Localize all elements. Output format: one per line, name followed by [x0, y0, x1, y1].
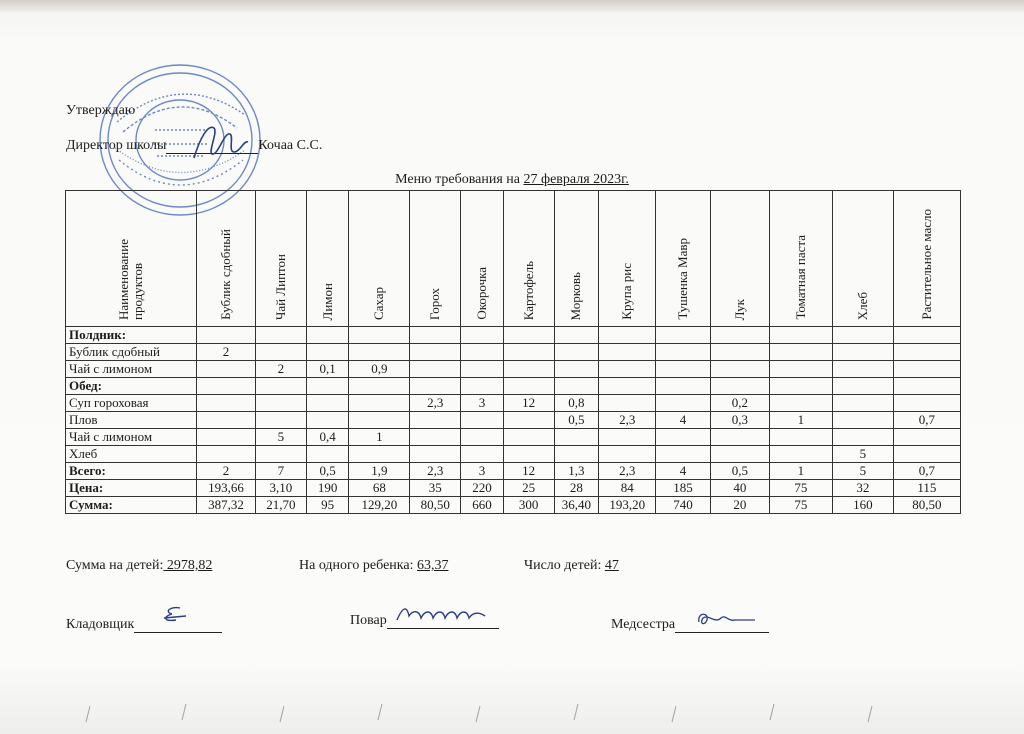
table-cell: 0,3: [710, 412, 769, 429]
table-cell: 160: [832, 497, 893, 514]
table-cell: [710, 429, 769, 446]
table-cell: 7: [255, 463, 306, 480]
table-row: [66, 463, 961, 480]
column-header: Бублик сдобный: [197, 191, 256, 327]
document-title: [0, 172, 1024, 188]
table-cell: [599, 344, 656, 361]
column-header: Тушенка Мавр: [656, 191, 711, 327]
table-cell: 193,20: [599, 497, 656, 514]
table-cell: 5: [255, 429, 306, 446]
table-cell: [599, 361, 656, 378]
table-cell: 1,3: [554, 463, 599, 480]
table-cell: [832, 395, 893, 412]
nurse-signature: [693, 608, 763, 630]
page-top-edge: [0, 0, 1024, 14]
table-row: [66, 497, 961, 514]
cook-signature: [393, 602, 493, 626]
bottom-edge-marks: [70, 698, 950, 728]
table-row: [66, 327, 961, 344]
nurse-signature-block: [611, 617, 769, 633]
row-name-cell: Плов: [66, 412, 197, 429]
table-cell: [255, 412, 306, 429]
table-cell: [656, 327, 711, 344]
row-name-cell: Суп гороховая: [66, 395, 197, 412]
row-name-cell: Чай с лимоном: [66, 429, 197, 446]
row-name-cell: Чай с лимоном: [66, 361, 197, 378]
cook-signature-block: [350, 613, 499, 629]
table-cell: [656, 429, 711, 446]
table-cell: 5: [832, 463, 893, 480]
table-cell: [255, 395, 306, 412]
table-row: [66, 361, 961, 378]
table-cell: 740: [656, 497, 711, 514]
table-cell: 75: [769, 480, 832, 497]
table-cell: 115: [893, 480, 960, 497]
table-row: [66, 412, 961, 429]
table-cell: 660: [461, 497, 504, 514]
menu-requirements-table: [65, 190, 961, 514]
header-name-text: Наименование продуктов: [116, 239, 146, 320]
table-cell: 185: [656, 480, 711, 497]
row-name-cell: Полдник:: [66, 327, 197, 344]
row-name-cell: Цена:: [66, 480, 197, 497]
children-count-value: 47: [604, 558, 619, 573]
row-name-cell: Хлеб: [66, 446, 197, 463]
column-header: Лимон: [306, 191, 349, 327]
storekeeper-signature-line: [134, 618, 222, 633]
table-cell: 1: [769, 412, 832, 429]
table-cell: [306, 412, 349, 429]
director-signature: [186, 118, 256, 168]
table-cell: [710, 361, 769, 378]
table-row: [66, 480, 961, 497]
table-cell: 3: [461, 463, 504, 480]
column-header: Чай Липтон: [255, 191, 306, 327]
approve-label: Утверждаю: [66, 103, 136, 118]
table-cell: 80,50: [893, 497, 960, 514]
table-cell: [893, 327, 960, 344]
table-cell: [832, 412, 893, 429]
header-name-cell: [66, 191, 197, 327]
cook-label: Повар: [350, 613, 387, 628]
table-cell: 0,8: [554, 395, 599, 412]
table-cell: [255, 344, 306, 361]
table-cell: 387,32: [197, 497, 256, 514]
table-cell: 0,7: [893, 463, 960, 480]
table-cell: [349, 395, 410, 412]
table-cell: 32: [832, 480, 893, 497]
table-cell: 2: [255, 361, 306, 378]
table-cell: [599, 327, 656, 344]
row-name-cell: Обед:: [66, 378, 197, 395]
children-count: [524, 558, 619, 574]
table-row: [66, 446, 961, 463]
table-cell: [710, 344, 769, 361]
table-cell: [832, 344, 893, 361]
table-cell: [461, 429, 504, 446]
table-cell: 75: [769, 497, 832, 514]
table-cell: [769, 344, 832, 361]
table-cell: [769, 361, 832, 378]
sum-label: Сумма на детей:: [66, 558, 164, 573]
table-cell: [197, 361, 256, 378]
director-name: Кочаа С.С.: [258, 138, 323, 153]
table-cell: 0,2: [710, 395, 769, 412]
table-cell: [710, 327, 769, 344]
table-cell: 84: [599, 480, 656, 497]
table-cell: [554, 344, 599, 361]
table-cell: 28: [554, 480, 599, 497]
table-cell: [832, 327, 893, 344]
table-cell: 40: [710, 480, 769, 497]
table-cell: [554, 429, 599, 446]
table-cell: [461, 378, 504, 395]
storekeeper-label: Кладовщик: [66, 617, 135, 632]
table-cell: [503, 429, 554, 446]
table-cell: [769, 395, 832, 412]
table-cell: 5: [832, 446, 893, 463]
table-cell: [306, 344, 349, 361]
table-header-row: [66, 191, 961, 327]
table-cell: 2,3: [410, 463, 461, 480]
table-cell: [410, 361, 461, 378]
table-cell: [599, 378, 656, 395]
table-cell: [197, 412, 256, 429]
table-cell: 1: [769, 463, 832, 480]
table-cell: 190: [306, 480, 349, 497]
table-cell: [503, 327, 554, 344]
table-row: [66, 429, 961, 446]
table-cell: [306, 395, 349, 412]
table-cell: 0,7: [893, 412, 960, 429]
table-cell: [306, 327, 349, 344]
table-cell: 129,20: [349, 497, 410, 514]
table-cell: [461, 361, 504, 378]
sum-for-children: [66, 558, 212, 574]
table-cell: [197, 446, 256, 463]
table-cell: [554, 361, 599, 378]
director-label: Директор школы: [66, 138, 167, 153]
table-cell: [349, 344, 410, 361]
table-cell: [255, 446, 306, 463]
table-cell: [656, 446, 711, 463]
table-cell: [893, 395, 960, 412]
table-cell: [554, 446, 599, 463]
table-row: [66, 378, 961, 395]
table-cell: [769, 429, 832, 446]
table-cell: 68: [349, 480, 410, 497]
table-cell: [197, 395, 256, 412]
table-cell: [306, 378, 349, 395]
row-name-cell: Сумма:: [66, 497, 197, 514]
column-header: Горох: [410, 191, 461, 327]
title-date: 27 февраля 2023г.: [523, 172, 629, 187]
table-cell: 0,5: [306, 463, 349, 480]
table-cell: 21,70: [255, 497, 306, 514]
table-cell: 0,4: [306, 429, 349, 446]
table-cell: [461, 446, 504, 463]
column-header: Окорочка: [461, 191, 504, 327]
nurse-signature-line: [675, 618, 769, 633]
table-cell: [893, 361, 960, 378]
table-cell: [503, 378, 554, 395]
table-cell: [656, 344, 711, 361]
table-cell: 4: [656, 412, 711, 429]
table-body: [66, 327, 961, 514]
table-cell: [255, 327, 306, 344]
table-cell: [503, 361, 554, 378]
column-header: Морковь: [554, 191, 599, 327]
table-cell: [769, 446, 832, 463]
table-cell: 0,9: [349, 361, 410, 378]
table-cell: [710, 446, 769, 463]
table-cell: [410, 344, 461, 361]
table-cell: [197, 327, 256, 344]
table-cell: [410, 429, 461, 446]
table-cell: [349, 327, 410, 344]
children-count-label: Число детей:: [524, 558, 605, 573]
table-cell: 36,40: [554, 497, 599, 514]
table-cell: [410, 327, 461, 344]
table-cell: [656, 361, 711, 378]
table-cell: [410, 446, 461, 463]
table-row: [66, 344, 961, 361]
table-cell: [599, 429, 656, 446]
table-cell: [893, 446, 960, 463]
column-header: Сахар: [349, 191, 410, 327]
column-header: Лук: [710, 191, 769, 327]
table-cell: 300: [503, 497, 554, 514]
column-header: Растительное масло: [893, 191, 960, 327]
storekeeper-signature: [152, 604, 192, 626]
table-cell: 1,9: [349, 463, 410, 480]
table-row: [66, 395, 961, 412]
table-cell: [554, 378, 599, 395]
table-cell: [893, 429, 960, 446]
table-cell: [349, 412, 410, 429]
sum-value: 2978,82: [163, 558, 213, 573]
table-cell: 80,50: [410, 497, 461, 514]
table-cell: [197, 429, 256, 446]
table-cell: 193,66: [197, 480, 256, 497]
title-prefix: Меню требования на: [395, 172, 524, 187]
table-cell: [461, 327, 504, 344]
column-header: Томатная паста: [769, 191, 832, 327]
per-child-value: 63,37: [416, 558, 449, 573]
table-cell: [349, 446, 410, 463]
table-cell: 95: [306, 497, 349, 514]
nurse-label: Медсестра: [611, 617, 676, 632]
table-cell: [893, 378, 960, 395]
table-cell: [255, 378, 306, 395]
table-cell: [832, 361, 893, 378]
column-header: Хлеб: [832, 191, 893, 327]
table-cell: 3,10: [255, 480, 306, 497]
table-cell: 3: [461, 395, 504, 412]
row-name-cell: Бублик сдобный: [66, 344, 197, 361]
table-cell: [306, 446, 349, 463]
cook-signature-line: [387, 614, 499, 629]
table-cell: [656, 378, 711, 395]
table-cell: [599, 395, 656, 412]
table-cell: 4: [656, 463, 711, 480]
table-cell: [832, 429, 893, 446]
table-cell: [461, 344, 504, 361]
table-cell: [832, 378, 893, 395]
table-cell: [461, 412, 504, 429]
table-cell: 2,3: [599, 463, 656, 480]
table-cell: [197, 378, 256, 395]
table-cell: 220: [461, 480, 504, 497]
table-cell: [769, 378, 832, 395]
table-cell: [893, 344, 960, 361]
table-cell: [410, 412, 461, 429]
table-cell: 2: [197, 344, 256, 361]
storekeeper-signature-block: [66, 617, 222, 633]
table-cell: [410, 378, 461, 395]
table-cell: [769, 327, 832, 344]
table-cell: [554, 327, 599, 344]
per-child: [299, 558, 448, 574]
table-cell: [710, 378, 769, 395]
table-cell: [503, 412, 554, 429]
table-cell: 35: [410, 480, 461, 497]
table-cell: 20: [710, 497, 769, 514]
table-cell: [503, 344, 554, 361]
table-cell: [349, 378, 410, 395]
table-cell: [656, 395, 711, 412]
table-cell: 0,1: [306, 361, 349, 378]
column-header: Картофель: [503, 191, 554, 327]
table-cell: 0,5: [554, 412, 599, 429]
table-cell: 1: [349, 429, 410, 446]
table-cell: 2,3: [410, 395, 461, 412]
table-cell: 2: [197, 463, 256, 480]
per-child-label: На одного ребенка:: [299, 558, 417, 573]
table-cell: 25: [503, 480, 554, 497]
table-cell: 0,5: [710, 463, 769, 480]
table-cell: 12: [503, 395, 554, 412]
table-cell: 2,3: [599, 412, 656, 429]
table-cell: 12: [503, 463, 554, 480]
column-header: Крупа рис: [599, 191, 656, 327]
row-name-cell: Всего:: [66, 463, 197, 480]
table-cell: [503, 446, 554, 463]
table-cell: [599, 446, 656, 463]
